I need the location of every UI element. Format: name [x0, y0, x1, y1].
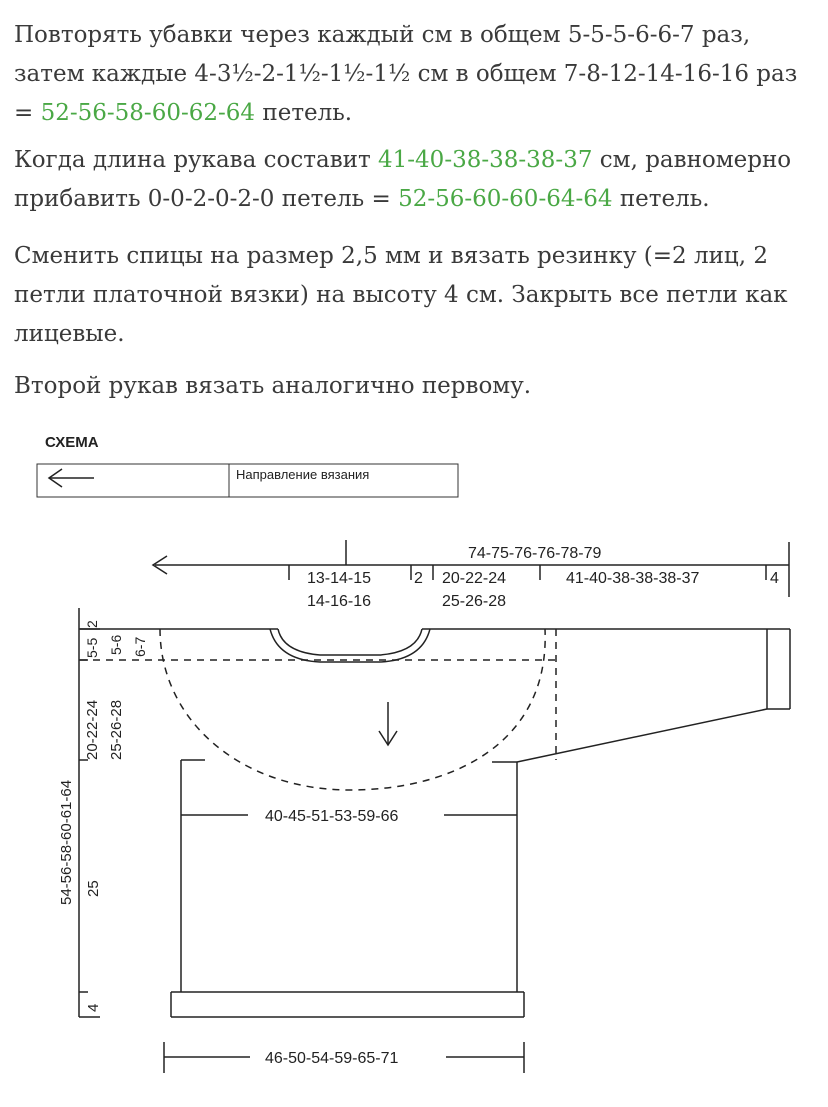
- neck-width-label: 14-16-16: [307, 593, 372, 610]
- sleeve-length-label: 41-40-38-38-38-37: [566, 570, 700, 587]
- stitch-count-highlight: 52-56-60-60-64-64: [398, 186, 613, 212]
- hem-width-label: 46-50-54-59-65-71: [265, 1050, 399, 1067]
- legend-label: Направление вязания: [236, 467, 370, 482]
- yoke-depth-label: 5-6: [108, 634, 124, 655]
- down-arrow-icon: [379, 702, 397, 745]
- instruction-paragraph-sleeve-length: Когда длина рукава составит 41-40-38-38-38-37 см, равномерно прибавить 0-0-2-0-2-0 петель = 52-56-60-60-64-64 петель.: [14, 147, 792, 212]
- small-dimension: 2: [414, 570, 423, 587]
- cuff-length-label: 4: [770, 570, 779, 587]
- yoke-depth-label: 6-7: [132, 636, 148, 657]
- left-dimension-lines: [79, 608, 100, 1017]
- chest-width-label: 40-45-51-53-59-66: [265, 808, 399, 825]
- knitting-schematic: [0, 420, 828, 1107]
- instruction-paragraph-ribbing: Сменить спицы на размер 2,5 мм и вязать резинку (=2 лиц, 2 петли платочной вязки) на высоту 4 см. Закрыть все петли как лицевые.: [14, 243, 788, 347]
- shoulder-width-label: 25-26-28: [442, 593, 507, 610]
- yoke-depth-label: 5-5: [84, 637, 100, 658]
- knitting-direction-legend: [37, 464, 458, 497]
- top-total-width: 74-75-76-76-78-79: [468, 545, 602, 562]
- left-arrow-icon: [49, 469, 94, 487]
- total-length-label: 54-56-58-60-61-64: [58, 779, 75, 905]
- small-dimension: 2: [84, 620, 100, 628]
- instruction-paragraph-decreases: Повторять убавки через каждый см в общем 5-5-5-6-6-7 раз, затем каждые 4-3½-2-1½-1½-1½ см в общем 7-8-12-14-16-16 раз = 52-56-58-60-62-64 петель.: [14, 22, 798, 126]
- stitch-count-highlight: 52-56-58-60-62-64: [40, 100, 256, 126]
- shoulder-width-label: 20-22-24: [442, 570, 507, 587]
- garment-outline: [80, 629, 790, 1017]
- schematic-title: СХЕМА: [45, 434, 99, 451]
- sleeve-length-highlight: 41-40-38-38-38-37: [378, 147, 593, 173]
- instruction-paragraph-second-sleeve: Второй рукав вязать аналогично первому.: [14, 373, 532, 399]
- yoke-dashed-lines: [80, 629, 556, 790]
- ribbing-length-label: 4: [85, 1003, 102, 1012]
- neck-width-label: 13-14-15: [307, 570, 372, 587]
- armhole-depth-label: 25-26-28: [108, 699, 125, 760]
- armhole-depth-label: 20-22-24: [84, 699, 101, 760]
- body-length-label: 25: [85, 880, 102, 897]
